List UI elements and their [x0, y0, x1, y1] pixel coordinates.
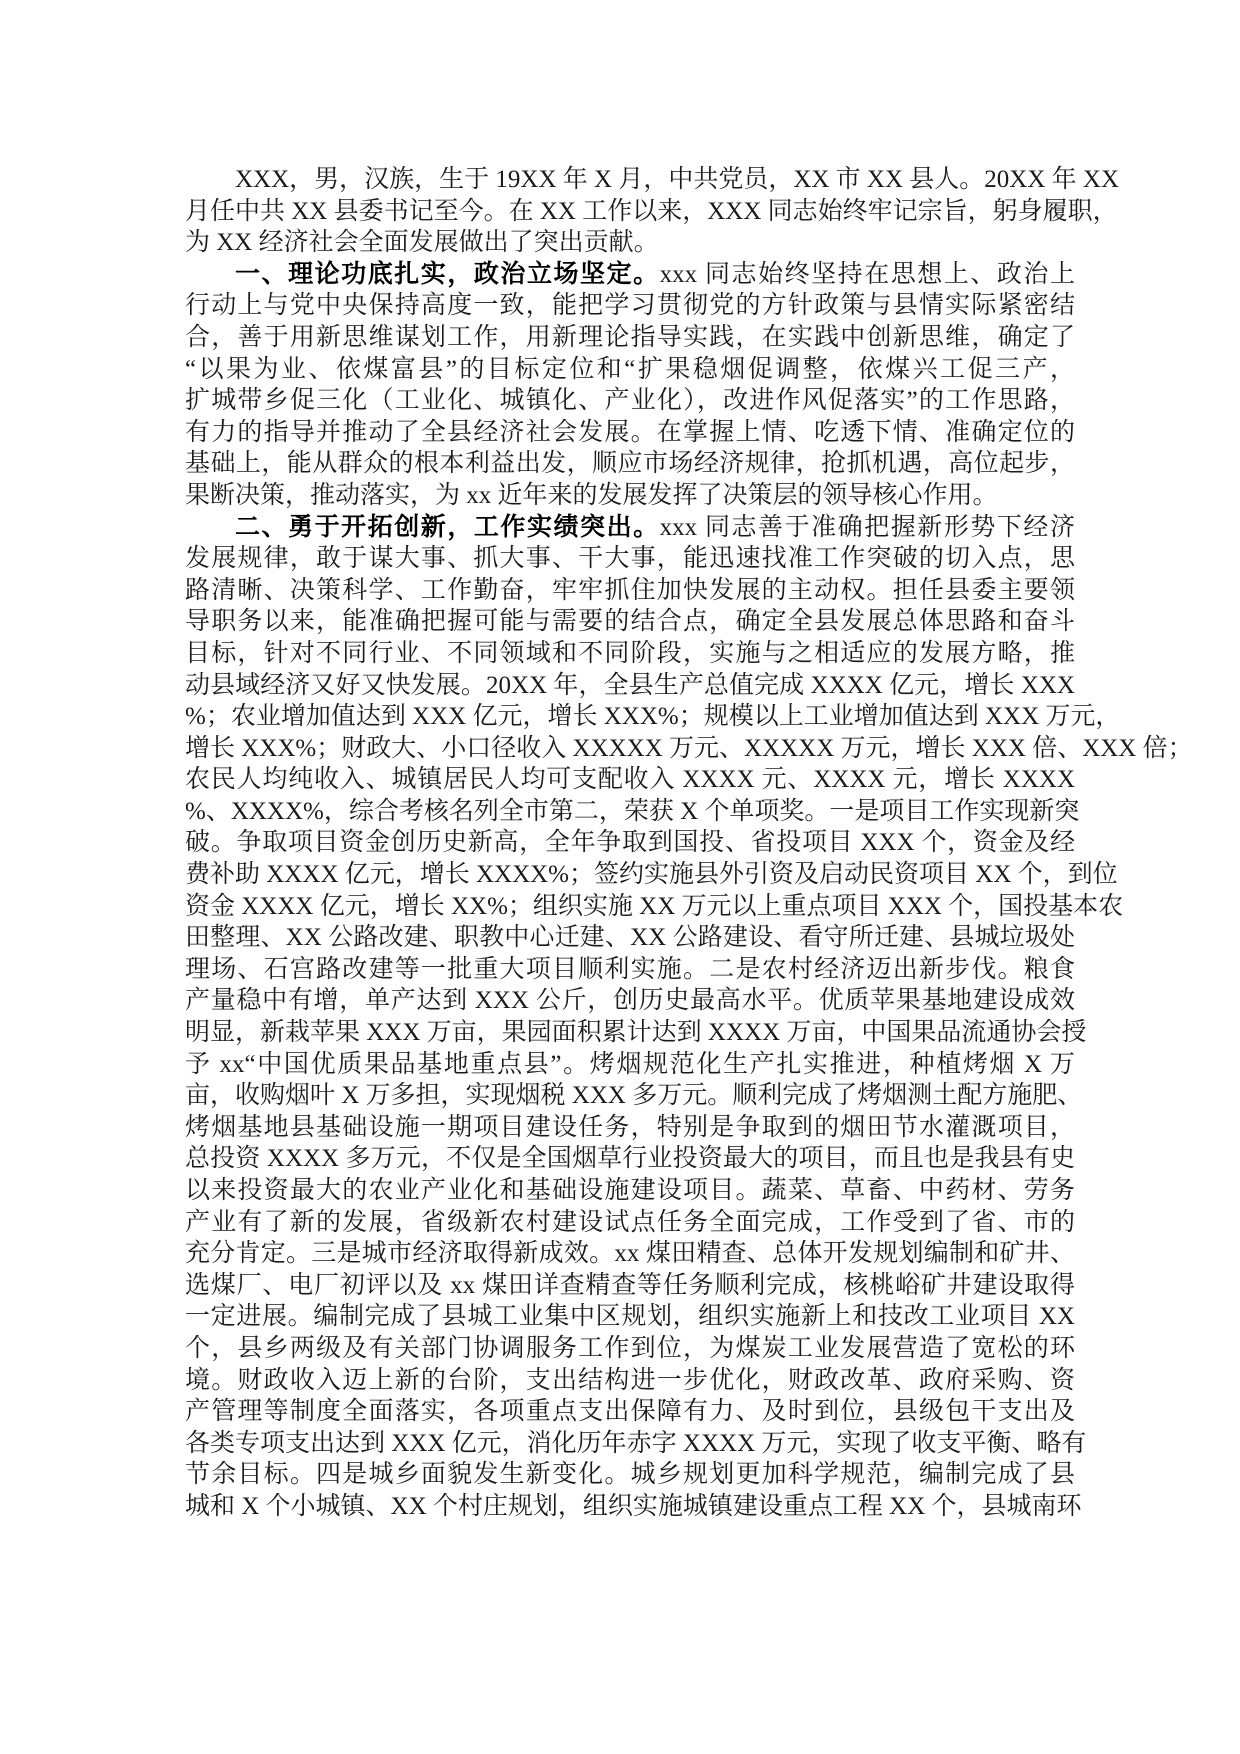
line-text: %、XXXX%，综合考核名列全市第二，荣获 X 个单项奖。一是项目工作实现新突 — [185, 797, 1080, 825]
text-line — [185, 259, 1075, 291]
text-line — [185, 196, 1118, 228]
text-line — [185, 1333, 1075, 1365]
text-line — [185, 480, 1075, 512]
text-line — [185, 985, 1075, 1017]
line-text: 增长 XXX%；财政大、小口径收入 XXXXX 万元、XXXXX 万元，增长 XXX 倍、XXX 倍； — [185, 734, 1193, 762]
line-text: 有力的指导并推动了全县经济社会发展。在掌握上情、吃透下情、准确定位的 — [185, 418, 1075, 446]
line-text: 资金 XXXX 亿元，增长 XX%；组织实施 XX 万元以上重点项目 XXX 个，国投基本农 — [185, 892, 1124, 920]
section-heading: 二、勇于开拓创新，工作实绩突出。 — [235, 513, 660, 541]
line-text: 产业有了新的发展，省级新农村建设试点任务全面完成，工作受到了省、市的 — [185, 1208, 1075, 1236]
text-line — [185, 543, 1075, 575]
text-line — [185, 1365, 1075, 1397]
line-text: 扩城带乡促三化（工业化、城镇化、产业化），改进作风促落实”的工作思路， — [185, 387, 1075, 415]
line-text: 明显，新栽苹果 XXX 万亩，果园面积累计达到 XXXX 万亩，中国果品流通协会授 — [185, 1019, 1087, 1047]
text-line — [185, 1301, 1075, 1333]
line-text: 产量稳中有增，单产达到 XXX 公斤，创历史最高水平。优质苹果基地建设成效 — [185, 987, 1075, 1015]
line-text: 月任中共 XX 县委书记至今。在 XX 工作以来，XXX 同志始终牢记宗旨，躬身履职， — [185, 197, 1118, 225]
line-text: 目标，针对不同行业、不同领域和不同阶段，实施与之相适应的发展方略，推 — [185, 639, 1075, 667]
line-text: 充分肯定。三是城市经济取得新成效。xx 煤田精查、总体开发规划编制和矿井、 — [185, 1240, 1075, 1268]
text-line — [185, 1112, 1075, 1144]
line-text: 果断决策，推动落实，为 xx 近年来的发展发挥了决策层的领导核心作用。 — [185, 481, 998, 509]
text-line — [185, 227, 1075, 259]
document-body — [185, 164, 1193, 1523]
line-text: 个，县乡两级及有关部门协调服务工作到位，为煤炭工业发展营造了宽松的环 — [185, 1334, 1075, 1362]
text-line — [185, 512, 1075, 544]
text-line — [185, 1459, 1075, 1491]
line-text: 节余目标。四是城乡面貌发生新变化。城乡规划更加科学规范，编制完成了县 — [185, 1461, 1075, 1489]
text-line — [185, 290, 1075, 322]
text-line — [185, 1238, 1075, 1270]
section-heading: 一、理论功底扎实，政治立场坚定。 — [235, 260, 660, 288]
paragraph-3 — [185, 512, 1193, 1523]
text-line — [185, 701, 1121, 733]
line-text: 理场、石宫路改建等一批重大项目顺利实施。二是农村经济迈出新步伐。粮食 — [185, 955, 1075, 983]
text-line — [185, 638, 1075, 670]
line-text: 基础上，能从群众的根本利益出发，顺应市场经济规律，抢抓机遇，高位起步， — [185, 450, 1075, 478]
text-line — [185, 1143, 1075, 1175]
line-text: 各类专项支出达到 XXX 亿元，消化历年赤字 XXXX 万元，实现了收支平衡、略有 — [185, 1429, 1087, 1457]
line-text: 行动上与党中央保持高度一致，能把学习贯彻党的方针政策与县情实际紧密结 — [185, 292, 1075, 320]
line-text: 导职务以来，能准确把握可能与需要的结合点，确定全县发展总体思路和奋斗 — [185, 608, 1075, 636]
paragraph-2 — [185, 259, 1075, 512]
text-line — [185, 385, 1075, 417]
text-line — [185, 322, 1075, 354]
line-text: 烤烟基地县基础设施一期项目建设任务，特别是争取到的烟田节水灌溉项目， — [185, 1113, 1075, 1141]
text-line — [185, 827, 1075, 859]
line-text: 农民人均纯收入、城镇居民人均可支配收入 XXXX 元、XXXX 元，增长 XXXX — [185, 766, 1075, 794]
text-line — [185, 764, 1075, 796]
text-line — [185, 891, 1124, 923]
text-line — [185, 733, 1193, 765]
text-line — [185, 859, 1118, 891]
line-text: 亩，收购烟叶 X 万多担，实现烟税 XXX 多万元。顺利完成了烤烟测土配方施肥、 — [185, 1082, 1083, 1110]
text-line — [185, 606, 1075, 638]
text-line — [185, 922, 1075, 954]
line-text: 动县域经济又好又快发展。20XX 年，全县生产总值完成 XXXX 亿元，增长 XXX — [185, 671, 1075, 699]
text-line — [185, 954, 1075, 986]
line-text: 予 xx“中国优质果品基地重点县”。烤烟规范化生产扎实推进，种植烤烟 X 万 — [185, 1050, 1075, 1078]
text-line — [185, 1175, 1075, 1207]
text-line — [185, 1017, 1087, 1049]
line-text: 一定进展。编制完成了县城工业集中区规划，组织实施新上和技改工业项目 XX — [185, 1303, 1075, 1331]
text-line — [185, 1080, 1083, 1112]
text-line — [185, 354, 1075, 386]
text-line — [185, 448, 1075, 480]
text-line — [185, 796, 1080, 828]
text-line — [185, 164, 1120, 196]
line-text: 境。财政收入迈上新的台阶，支出结构进一步优化，财政改革、政府采购、资 — [185, 1366, 1075, 1394]
line-text: 城和 X 个小城镇、XX 个村庄规划，组织实施城镇建设重点工程 XX 个，县城南环 — [185, 1492, 1082, 1520]
line-text: “以果为业、依煤富县”的目标定位和“扩果稳烟促调整，依煤兴工促三产， — [185, 355, 1075, 383]
line-text: 总投资 XXXX 多万元，不仅是全国烟草行业投资最大的项目，而且也是我县有史 — [185, 1145, 1075, 1173]
text-line — [185, 1207, 1075, 1239]
line-text: 选煤厂、电厂初评以及 xx 煤田详查精查等任务顺利完成，核桃峪矿井建设取得 — [185, 1271, 1075, 1299]
text-line — [185, 1491, 1082, 1523]
text-line — [185, 1428, 1087, 1460]
line-text: xxx 同志善于准确把握新形势下经济 — [659, 513, 1075, 541]
line-text: 破。争取项目资金创历史新高，全年争取到国投、省投项目 XXX 个，资金及经 — [185, 829, 1075, 857]
text-line — [185, 575, 1075, 607]
line-text: 路清晰、决策科学、工作勤奋，牢牢抓住加快发展的主动权。担任县委主要领 — [185, 576, 1075, 604]
line-text: XXX，男，汉族，生于 19XX 年 X 月，中共党员，XX 市 XX 县人。20XX 年 XX — [235, 166, 1120, 193]
line-text: 以来投资最大的农业产业化和基础设施建设项目。蔬菜、草畜、中药材、劳务 — [185, 1177, 1075, 1204]
text-line — [185, 670, 1075, 702]
line-text: 田整理、XX 公路改建、职教中心迁建、XX 公路建设、看守所迁建、县城垃圾处 — [185, 924, 1075, 952]
line-text: xxx 同志始终坚持在思想上、政治上 — [659, 260, 1075, 288]
paragraph-1 — [185, 164, 1120, 259]
text-line — [185, 1049, 1075, 1081]
line-text: 费补助 XXXX 亿元，增长 XXXX%；签约实施县外引资及启动民资项目 XX 个，到位 — [185, 861, 1118, 889]
text-line — [185, 417, 1075, 449]
line-text: 发展规律，敢于谋大事、抓大事、干大事，能迅速找准工作突破的切入点，思 — [185, 545, 1075, 573]
line-text: 合，善于用新思维谋划工作，用新理论指导实践，在实践中创新思维，确定了 — [185, 323, 1075, 351]
text-line — [185, 1396, 1075, 1428]
line-text: 为 XX 经济社会全面发展做出了突出贡献。 — [185, 229, 659, 257]
text-line — [185, 1270, 1075, 1302]
line-text: %；农业增加值达到 XXX 亿元，增长 XXX%；规模以上工业增加值达到 XXX 万元， — [185, 703, 1121, 731]
line-text: 产管理等制度全面落实，各项重点支出保障有力、及时到位，县级包干支出及 — [185, 1398, 1075, 1426]
